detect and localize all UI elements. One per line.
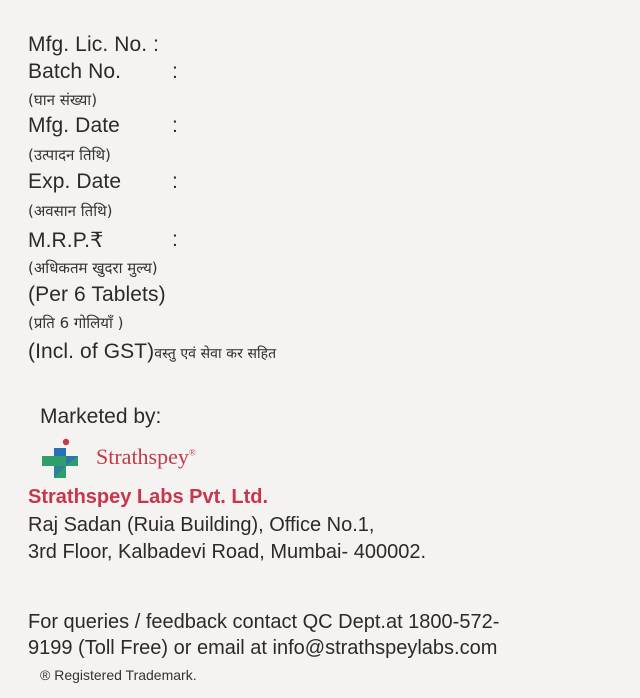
mrp-colon: : (172, 228, 178, 251)
batch-colon: : (172, 60, 178, 83)
mrp-label: M.R.P.₹ (28, 229, 104, 252)
brand-name (96, 444, 196, 470)
mrp-label-hindi: (अधिकतम खुदरा मुल्य) (28, 259, 158, 277)
gst-label-english: (Incl. of GST) (28, 340, 155, 363)
company-name: Strathspey Labs Pvt. Ltd. (28, 486, 269, 508)
strathspey-logo (40, 438, 260, 480)
mfg-lic-label: Mfg. Lic. No. : (28, 33, 160, 56)
queries-line-1: For queries / feedback contact QC Dept.at 1800-572- (28, 611, 500, 633)
batch-label-hindi: (घान संख्या) (28, 91, 98, 109)
exp-date-colon: : (172, 170, 178, 193)
batch-label: Batch No. (28, 60, 122, 83)
cross-logo-icon (40, 438, 88, 480)
address-line-2: 3rd Floor, Kalbadevi Road, Mumbai- 400002. (28, 541, 427, 563)
per-tablets-label-hindi: (प्रति 6 गोलियाँ ) (28, 314, 124, 332)
brand-registered-mark: ® (188, 447, 196, 458)
exp-date-label-hindi: (अवसान तिथि) (28, 202, 113, 220)
marketed-by-label: Marketed by: (40, 405, 162, 428)
mfg-date-label-hindi: (उत्पादन तिथि) (28, 146, 111, 164)
mfg-date-label: Mfg. Date (28, 114, 120, 137)
registered-trademark-note: ® Registered Trademark. (40, 667, 197, 683)
gst-label (28, 340, 276, 364)
queries-line-2: 9199 (Toll Free) or email at info@strathspeylabs.com (28, 637, 498, 659)
exp-date-label: Exp. Date (28, 170, 122, 193)
per-tablets-label: (Per 6 Tablets) (28, 283, 166, 306)
mfg-date-colon: : (172, 114, 178, 137)
brand-name-text: Strathspey (96, 444, 189, 469)
gst-label-hindi: वस्तु एवं सेवा कर सहित (154, 346, 277, 362)
address-line-1: Raj Sadan (Ruia Building), Office No.1, (28, 514, 375, 536)
